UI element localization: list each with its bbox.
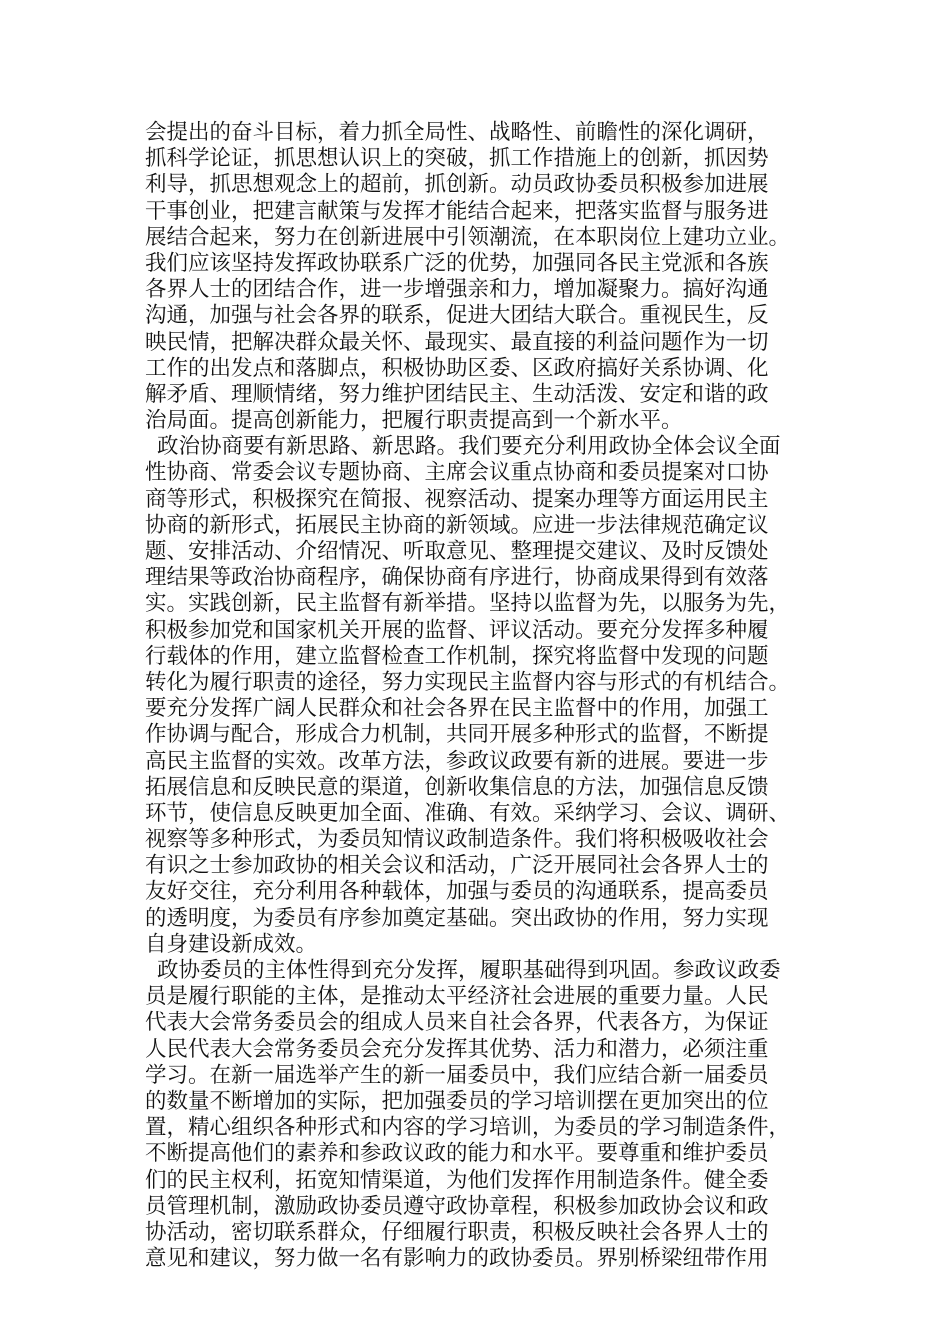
text-line: 高民主监督的实效。改革方法，参政议政要有新的进展。要进一步 <box>145 748 769 774</box>
text-line: 展结合起来，努力在创新进展中引领潮流，在本职岗位上建功立业。 <box>145 224 791 250</box>
paragraph-start-line: 政治协商要有新思路、新思路。我们要充分利用政协全体会议全面 <box>157 434 781 460</box>
paragraph-start-line: 政协委员的主体性得到充分发挥，履职基础得到巩固。参政议政委 <box>157 958 781 983</box>
text-line: 们的民主权利，拓宽知情渠道，为他们发挥作用制造条件。健全委 <box>145 1167 769 1193</box>
text-line: 友好交往，充分利用各种载体，加强与委员的沟通联系，提高委员 <box>145 879 769 905</box>
text-line: 理结果等政治协商程序，确保协商有序进行，协商成果得到有效落 <box>145 565 769 591</box>
text-line: 沟通，加强与社会各界的联系，促进大团结大联合。重视民生，反 <box>145 303 769 329</box>
text-line: 的透明度，为委员有序参加奠定基础。突出政协的作用，努力实现 <box>145 905 769 931</box>
text-line: 我们应该坚持发挥政协联系广泛的优势，加强同各民主党派和各族 <box>145 250 769 276</box>
text-line: 视察等多种形式，为委员知情议政制造条件。我们将积极吸收社会 <box>145 827 769 853</box>
text-line: 协商的新形式，拓展民主协商的新领域。应进一步法律规范确定议 <box>145 512 769 538</box>
text-line: 各界人士的团结合作，进一步增强亲和力，增加凝聚力。搞好沟通 <box>145 277 769 303</box>
text-line: 性协商、常委会议专题协商、主席会议重点协商和委员提案对口协 <box>145 460 769 486</box>
text-line: 代表大会常务委员会的组成人员来自社会各界，代表各方，为保证 <box>145 1010 769 1036</box>
text-line: 员管理机制，激励政协委员遵守政协章程，积极参加政协会议和政 <box>145 1193 769 1219</box>
text-line: 不断提高他们的素养和参政议政的能力和水平。要尊重和维护委员 <box>145 1141 769 1167</box>
text-line: 积极参加党和国家机关开展的监督、评议活动。要充分发挥多种履 <box>145 617 769 643</box>
text-line: 转化为履行职责的途径，努力实现民主监督内容与形式的有机结合。 <box>145 669 791 695</box>
text-line: 治局面。提高创新能力，把履行职责提高到一个新水平。 <box>145 408 683 434</box>
text-line: 自身建设新成效。 <box>145 931 318 957</box>
text-line: 解矛盾、理顺情绪，努力维护团结民主、生动活泼、安定和谐的政 <box>145 381 769 407</box>
text-line: 利导，抓思想观念上的超前，抓创新。动员政协委员积极参加进展 <box>145 172 769 198</box>
text-line: 干事创业，把建言献策与发挥才能结合起来，把落实监督与服务进 <box>145 198 769 224</box>
text-line: 行载体的作用，建立监督检查工作机制，探究将监督中发现的问题 <box>145 643 769 669</box>
text-line: 置，精心组织各种形式和内容的学习培训，为委员的学习制造条件， <box>145 1115 791 1141</box>
text-line: 抓科学论证，抓思想认识上的突破，抓工作措施上的创新，抓因势 <box>145 146 769 172</box>
text-line: 商等形式，积极探究在简报、视察活动、提案办理等方面运用民主 <box>145 486 769 512</box>
document-body-text <box>145 120 825 1272</box>
text-line: 有识之士参加政协的相关会议和活动，广泛开展同社会各界人士的 <box>145 853 769 879</box>
text-line: 工作的出发点和落脚点，积极协助区委、区政府搞好关系协调、化 <box>145 355 769 381</box>
text-line: 环节，使信息反映更加全面、准确、有效。采纳学习、会议、调研、 <box>145 800 791 826</box>
text-line: 映民情，把解决群众最关怀、最现实、最直接的利益问题作为一切 <box>145 329 769 355</box>
text-line: 题、安排活动、介绍情况、听取意见、整理提交建议、及时反馈处 <box>145 539 769 564</box>
text-line: 会提出的奋斗目标，着力抓全局性、战略性、前瞻性的深化调研， <box>145 120 769 145</box>
text-line: 协活动，密切联系群众，仔细履行职责，积极反映社会各界人士的 <box>145 1219 769 1245</box>
text-line: 实。实践创新，民主监督有新举措。坚持以监督为先，以服务为先， <box>145 591 791 617</box>
text-line: 人民代表大会常务委员会充分发挥其优势、活力和潜力，必须注重 <box>145 1036 769 1062</box>
text-line: 意见和建议，努力做一名有影响力的政协委员。界别桥梁纽带作用 <box>145 1246 769 1272</box>
text-line: 要充分发挥广阔人民群众和社会各界在民主监督中的作用，加强工 <box>145 696 769 722</box>
text-line: 员是履行职能的主体，是推动太平经济社会进展的重要力量。人民 <box>145 984 769 1010</box>
text-line: 作协调与配合，形成合力机制，共同开展多种形式的监督，不断提 <box>145 722 769 748</box>
text-line: 的数量不断增加的实际，把加强委员的学习培训摆在更加突出的位 <box>145 1088 769 1114</box>
text-line: 拓展信息和反映民意的渠道，创新收集信息的方法，加强信息反馈 <box>145 774 769 800</box>
text-line: 学习。在新一届选举产生的新一届委员中，我们应结合新一届委员 <box>145 1062 769 1088</box>
